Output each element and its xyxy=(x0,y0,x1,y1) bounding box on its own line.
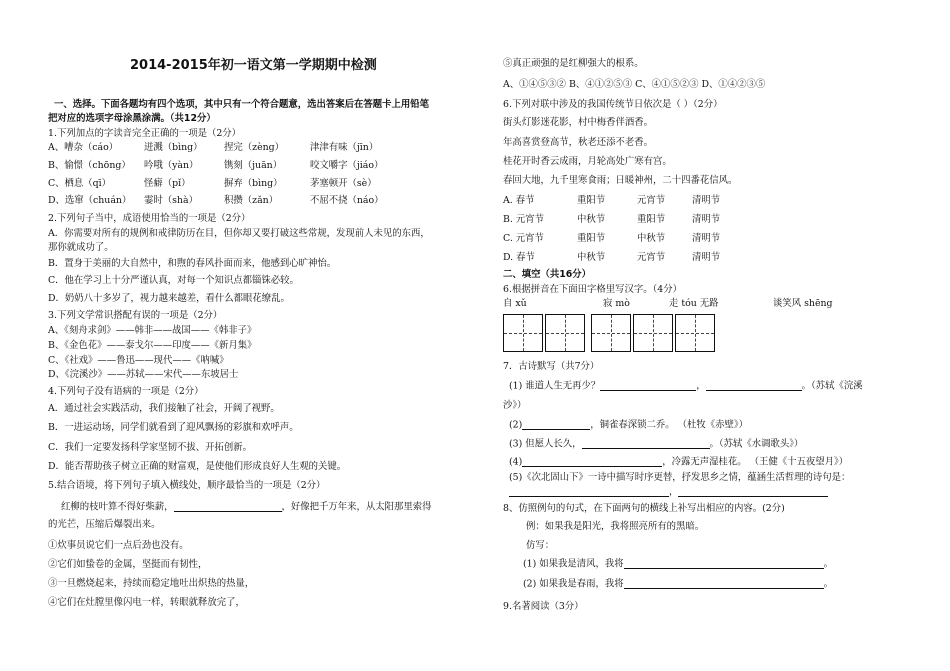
q5-passage xyxy=(61,502,432,512)
answer-blank[interactable] xyxy=(600,381,696,391)
answer-blank[interactable] xyxy=(624,579,824,589)
q7-line-5: (5)《次北固山下》一诗中描写时序更替，抒发思乡之情，蕴涵生活哲理的诗句是： xyxy=(509,472,851,483)
q5-stem: 5.结合语境，将下列句子填入横线处，顺序最恰当的一项是（2分） xyxy=(48,480,326,491)
pinyin-item: 走 tóu 无路 xyxy=(669,298,719,309)
q3-option-a: A、《刻舟求剑》——韩非——战国——《韩非子》 xyxy=(48,325,257,336)
q4-option-b: B．一进运动场，同学们就看到了迎风飘扬的彩旗和欢呼声。 xyxy=(48,422,299,433)
q7-line-1 xyxy=(509,381,863,391)
q7-4-text: ，冷露无声湿桂花。 （王健《十五夜望月》） xyxy=(662,456,849,468)
q2-option-b: B．置身于美丽的大自然中，和煦的春风扑面而来，他感到心旷神怡。 xyxy=(48,258,337,269)
q7-4-num: (4) xyxy=(509,456,523,468)
q7-3-source: 。（苏轼《水调歌头》） xyxy=(709,438,804,450)
section1-heading-cont: 把对应的选项字母涂黑涂满。（共12分） xyxy=(48,113,216,124)
couplet-1: 街头灯影迷花影，村中梅香伴酒香。 xyxy=(503,117,654,128)
q1-option: 茅塞顿开（sè） xyxy=(310,178,377,189)
answer-blank[interactable] xyxy=(582,439,710,449)
festival-item: A. 春节 xyxy=(503,195,535,206)
q5-passage-end: 的光芒，压缩后爆裂出来。 xyxy=(48,519,161,530)
q7-5-comma: ， xyxy=(669,486,679,498)
q1-option: 镌刻（juān） xyxy=(224,160,283,171)
q7-1-text: (1) 谁道人生无再少？ xyxy=(509,380,601,392)
q2-option-c: C．他在学习上十分严谨认真，对每一个知识点都锱铢必较。 xyxy=(48,275,299,286)
festival-item: 中秋节 xyxy=(577,252,606,263)
festival-item: C. 元宵节 xyxy=(503,233,544,244)
q4-option-c: C．我们一定要发扬科学家坚韧不拔、开拓创新。 xyxy=(48,442,253,453)
couplet-4: 春回大地，九千里寒食雨；日暖神州，二十四番花信风。 xyxy=(503,175,738,186)
q3-option-c: C、《社戏》——鲁迅——现代——《呐喊》 xyxy=(48,355,229,366)
q7-2-text: ，铜雀春深锁二乔。 （杜牧《赤壁》） xyxy=(590,419,748,431)
q8-2-end: 。 xyxy=(823,578,834,590)
q7-3-text: (3) 但愿人长久， xyxy=(509,438,582,450)
festival-item: B. 元宵节 xyxy=(503,214,544,225)
tianzige-box[interactable] xyxy=(675,314,715,352)
q7-line-1-cont: 沙》） xyxy=(503,400,527,411)
q7-2-num: (2) xyxy=(509,419,523,431)
q8-1-end: 。 xyxy=(823,558,834,570)
q7-line-4 xyxy=(509,457,848,467)
q7-1-comma: ， xyxy=(696,380,706,392)
festival-item: 重阳节 xyxy=(577,233,606,244)
q2-stem: 2.下列句子当中，成语使用恰当的一项是（2分） xyxy=(48,213,251,224)
pinyin-item: 自 xǔ xyxy=(503,298,527,309)
festival-item: 清明节 xyxy=(692,214,721,225)
festival-item: D. 春节 xyxy=(503,252,535,263)
q5-answer-blank[interactable] xyxy=(174,502,282,512)
festival-item: 元宵节 xyxy=(637,195,666,206)
q1-option: 霎时（shà） xyxy=(144,195,198,206)
q6-stem: 6.下列对联中涉及的我国传统节日依次是（ ）（2分） xyxy=(503,99,723,110)
q7-line-5-answer xyxy=(509,487,828,497)
q4-option-d: D．能否帮助孩子树立正确的财富观，是使他们形成良好人生观的关键。 xyxy=(48,461,347,472)
q7-line-3 xyxy=(509,439,803,449)
answer-blank[interactable] xyxy=(678,487,828,497)
q8-line-1 xyxy=(523,559,833,569)
q1-option: 积攒（zǎn） xyxy=(224,195,279,206)
q7-stem: 7．古诗默写（共7分） xyxy=(503,361,600,372)
pinyin-item: 谈笑风 shēng xyxy=(773,298,833,309)
couplet-2: 年高喜赏登高节，秋老还添不老香。 xyxy=(503,137,654,148)
festival-item: 清明节 xyxy=(692,195,721,206)
q4-option-a: A．通过社会实践活动，我们接触了社会，开阔了视野。 xyxy=(48,403,280,414)
tianzige-box[interactable] xyxy=(503,314,543,352)
q1-option: 捏完（zèng） xyxy=(224,142,285,153)
q3-stem: 3.下列文学常识搭配有误的一项是（2分） xyxy=(48,310,223,321)
answer-blank[interactable] xyxy=(706,381,802,391)
q9-stem: 9.名著阅读（3分） xyxy=(503,601,584,612)
q2-option-a: A．你需要对所有的规例和戒律防历在目，但你却又要打破这些常规，发现前人未见的东西， xyxy=(48,228,430,239)
q5-answer-options: A、①④⑤③② B、④①②⑤③ C、④①⑤②③ D、①④②③⑤ xyxy=(503,79,766,90)
q1-option: 摒弃（bìng） xyxy=(224,178,283,189)
tianzige-box[interactable] xyxy=(633,314,673,352)
q1-option: 咬文嚼字（jiáo） xyxy=(310,160,384,171)
festival-item: 清明节 xyxy=(692,233,721,244)
q6b-stem: 6.根据拼音在下面田字格里写汉字。（4分） xyxy=(503,284,682,295)
q5-sentence-1: ①炊事员说它们一点后劲也没有。 xyxy=(48,540,189,551)
section2-heading: 二、填空（共16分） xyxy=(503,269,592,280)
festival-item: 清明节 xyxy=(692,252,721,263)
q5-sentence-3: ③一旦燃烧起来，持续而稳定地吐出炽热的热量， xyxy=(48,578,255,589)
answer-blank[interactable] xyxy=(522,457,662,467)
q8-example: 例：如果我是阳光，我将照亮所有的黑暗。 xyxy=(526,521,705,532)
festival-item: 中秋节 xyxy=(577,214,606,225)
tianzige-box[interactable] xyxy=(545,314,585,352)
q7-line-2 xyxy=(509,420,748,430)
q8-line-2 xyxy=(523,579,833,589)
answer-blank[interactable] xyxy=(509,487,669,497)
q1-option: C、栖息（qī） xyxy=(48,178,112,189)
answer-blank[interactable] xyxy=(624,559,824,569)
q5-sentence-5: ⑤真正顽强的是红柳强大的根系。 xyxy=(503,58,644,69)
q1-option: 不屈不挠（náo） xyxy=(310,195,384,206)
tianzige-box[interactable] xyxy=(591,314,631,352)
q7-1-source: 。（苏轼《浣溪 xyxy=(801,380,863,392)
page-title: 2014-2015年初一语文第一学期期中检测 xyxy=(130,58,377,73)
couplet-3: 桂花开时香云成雨，月轮高处广寒有宫。 xyxy=(503,156,672,167)
festival-item: 重阳节 xyxy=(637,214,666,225)
pinyin-item: 寂 mò xyxy=(603,298,630,309)
q1-stem: 1.下列加点的字读音完全正确的一项是（2分） xyxy=(48,128,242,139)
festival-item: 元宵节 xyxy=(637,252,666,263)
q1-option: 吟哦（yàn） xyxy=(144,160,199,171)
q1-option: 津津有味（jīn） xyxy=(310,142,379,153)
q4-stem: 4.下列句子没有语病的一项是（2分） xyxy=(48,386,204,397)
q2-option-a-cont: 那你就成功了。 xyxy=(48,242,114,253)
q8-stem: 8、仿照例句的句式，在下面两句的横线上补写出相应的内容。(2分) xyxy=(503,503,785,514)
q3-option-b: B、《金色花》——泰戈尔——印度——《新月集》 xyxy=(48,340,257,351)
q5-passage-start: 红柳的枝叶算不得好柴薪， xyxy=(61,501,174,513)
q8-imitate-label: 仿写： xyxy=(526,540,555,551)
festival-item: 重阳节 xyxy=(577,195,606,206)
q2-option-d: D．奶奶八十多岁了，视力越来越差，看什么都眼花缭乱。 xyxy=(48,293,290,304)
q5-sentence-2: ②它们如蛰卷的金属，坚挺而有韧性， xyxy=(48,559,208,570)
q1-option: 迸溅（bìng） xyxy=(144,142,203,153)
section1-heading: 一、选择。下面各题均有四个选项，其中只有一个符合题意，选出答案后在答题卡上用铅笔 xyxy=(54,99,430,110)
q1-option: D、选窜（chuán） xyxy=(48,195,132,206)
q5-passage-mid: ，好像把千万年来，从太阳那里索得 xyxy=(281,501,432,513)
q1-option: A、嘈杂（cáo） xyxy=(48,142,119,153)
q1-option: B、愉憬（chōng） xyxy=(48,160,131,171)
q8-1-text: (1) 如果我是清风，我将 xyxy=(523,558,624,570)
q3-option-d: D、《浣溪沙》——苏轼——宋代——东坡居士 xyxy=(48,369,239,380)
festival-item: 中秋节 xyxy=(637,233,666,244)
q1-option: 怪癖（pǐ） xyxy=(144,178,191,189)
q5-sentence-4: ④它们在灶膛里像闪电一样，转眼就释放完了， xyxy=(48,597,245,608)
answer-blank[interactable] xyxy=(522,420,590,430)
q8-2-text: (2) 如果我是春雨，我将 xyxy=(523,578,624,590)
